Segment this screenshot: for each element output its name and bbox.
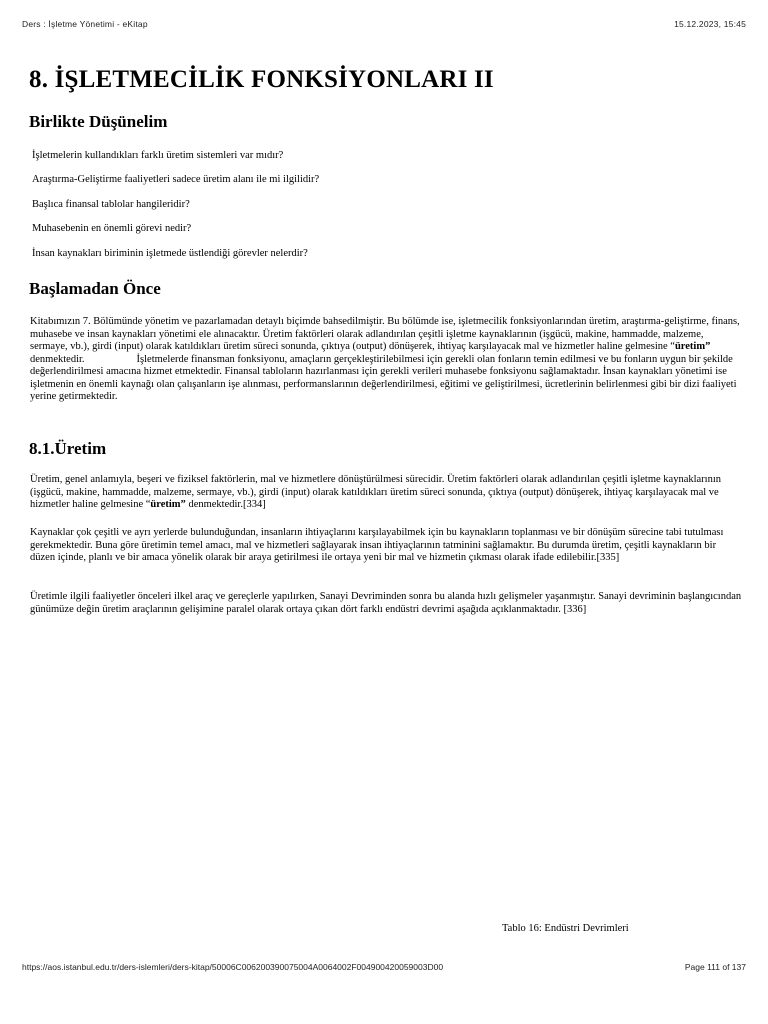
uretim-paragraph-1 [30,474,742,512]
print-footer-page: Page 111 of 137 [684,962,746,972]
section-heading-uretim: 8.1.Üretim [29,439,107,458]
uretim-text-a: Üretim, genel anlamıyla, beşeri ve fiziksel faktörlerin, mal ve hizmetlere dönüştürülmesi sürecidir. Üretim faktörleri olarak adlandırılan çeşitli işletme kaynaklarının (işgücü, makine, hammadde, malzeme, sermaye, vb.), girdi (input) olarak katıldıkları üretim süreci sonunda, çıktıya (output) dönüşerek, ihtiyaç karşılayacak mal ve hizmetler haline gelmesine “ [30,474,722,510]
uretim-text-b: denmektedir.[334] [185,499,266,510]
section-heading-baslamadan: Başlamadan Önce [29,279,161,298]
question-item: İnsan kaynakları biriminin işletmede üstlendiği görevler nelerdir? [32,248,308,259]
intro-paragraph [30,316,742,404]
intro-text-b: denmektedir. [30,353,85,365]
uretim-paragraph-3: Üretimle ilgili faaliyetler önceleri ilkel araç ve gereçlerle yapılırken, Sanayi Devriminden sonra bu alanda hızlı gelişmeler yaşanmıştır. Sanayi devriminin başlangıcından günümüze değin üretim araçlarının gelişimine paralel olarak ortaya çıkan dört farklı endüstri devrimi aşağıda açıklanmaktadır. [336] [30,591,742,615]
print-header-title: Ders : İşletme Yönetimi - eKitap [22,19,148,29]
print-header-datetime: 15.12.2023, 15:45 [674,19,746,29]
question-item: Araştırma-Geliştirme faaliyetleri sadece üretim alanı ile mi ilgilidir? [32,174,320,185]
question-item: Muhasebenin en önemli görevi nedir? [32,223,192,234]
chapter-title: 8. İŞLETMECİLİK FONKSİYONLARI II [29,66,494,93]
intro-bold-term: üretim” [674,341,711,352]
intro-text-c: İşletmelerde finansman fonksiyonu, amaçların gerçekleştirilebilmesi için gerekli olan fonların temin edilmesi ve bu fonların uygun bir şekilde değerlendirilmesi amacına hizmet etmektedir. Finansal tabloların hazırlanması için gerekli verileri muhasebe fonksiyonu sağlamaktadır. İnsan kaynakları yönetimi ise işletmenin en önemli kaynağı olan çalışanların işe alınması, performanslarının değerlendirilmesi, eğitimi ve geliştirilmesi, ücretlerinin belirlenmesi gibi bir dizi faaliyeti yerine getirmektedir. [30,353,737,402]
section-heading-birlikte: Birlikte Düşünelim [29,112,168,131]
uretim-paragraph-2: Kaynaklar çok çeşitli ve ayrı yerlerde bulunduğundan, insanların ihtiyaçlarını karşılayabilmek için bu kaynakların toplanması ve bir dönüşüm sürecine tabi tutulması gerekmektedir. Buna göre üretimin temel amacı, mal ve hizmetleri sağlayarak insan ihtiyaçlarının tatminini sağlamaktır. Bu durumda üretim, çeşitli kaynakların bir düzen içinde, planlı ve bir amaca yönelik olarak bir araya getirilmesi ile ortaya yeni bir mal ve hizmetin çıkması olarak ifade edilebilir.[335] [30,527,724,563]
print-footer-url: https://aos.istanbul.edu.tr/ders-islemleri/ders-kitap/50006C006200390075004A0064002F004900420059003D00 [22,962,444,972]
question-item: Başlıca finansal tablolar hangileridir? [32,199,190,210]
uretim-bold-term: üretim” [150,499,186,510]
intro-text-a: Kitabımızın 7. Bölümünde yönetim ve pazarlamadan detaylı biçimde bahsedilmiştir. Bu bölümde ise, işletmecilik fonksiyonlarından üretim, araştırma-geliştirme, finans, muhasebe ve insan kaynakları yönetimi ele alınacaktır. Üretim faktörleri olarak adlandırılan çeşitli işletme kaynaklarının (işgücü, makine, hammadde, malzeme, sermaye, vb.), girdi (input) olarak katıldıkları üretim süreci sonunda, çıktıya (output) dönüşerek, ihtiyaç karşılayacak mal ve hizmetler haline gelmesine “ [30,316,740,352]
table-caption: Tablo 16: Endüstri Devrimleri [502,923,629,934]
question-item: İşletmelerin kullandıkları farklı üretim sistemleri var mıdır? [32,150,284,161]
